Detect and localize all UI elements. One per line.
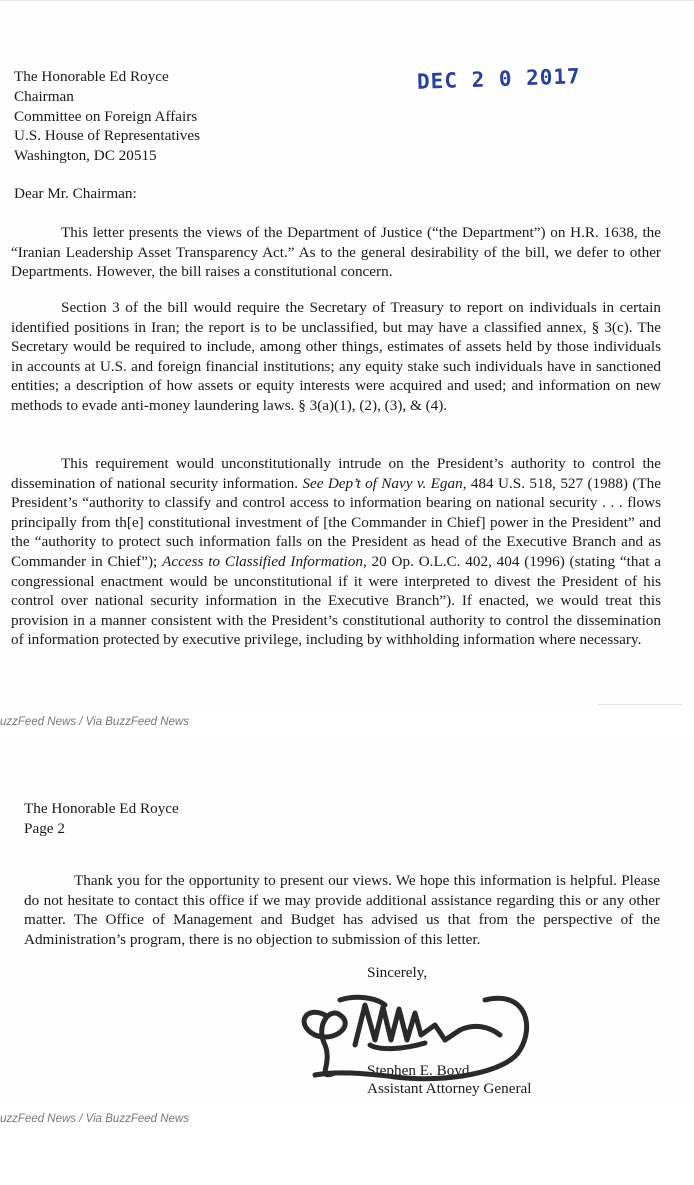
date-received-stamp: DEC 2 0 2017: [416, 64, 582, 94]
page2-header-page-number: Page 2: [24, 820, 65, 837]
case-citation-egan: See Dep’t of Navy v. Egan: [302, 474, 463, 492]
page2-header-recipient: The Honorable Ed Royce: [24, 800, 179, 817]
recipient-city: Washington, DC 20515: [14, 147, 157, 164]
paragraph-2-text: Section 3 of the bill would require the Secretary of Treasury to report on individuals in certain identified positions in Iran; the report is to be unclassified, but may have a classified annex, § 3(c). The Secretary would be required to include, among other things, estimates of assets held by those individuals in accounts at U.S. and foreign financial institutions; any equity stake such individuals have in sanctioned entities; a description of how assets or equity interests were acquired and used; and information on new methods to evade anti-money laundering laws. § 3(a)(1), (2), (3), & (4).: [11, 299, 661, 414]
signature-icon: [285, 985, 535, 1085]
page2-paragraph: [24, 871, 660, 949]
scan-divider: [598, 704, 682, 705]
recipient-committee: Committee on Foreign Affairs: [14, 108, 198, 125]
page2-paragraph-text: Thank you for the opportunity to present our views. We hope this information is helpful. Please do not hesitate to contact this office if we may provide additional assistance regarding this or any other matter. The Office of Management and Budget has advised us that from the perspective of the Administration’s program, there is no objection to submission of this letter.: [24, 872, 660, 948]
signer-name: Stephen E. Boyd: [367, 1062, 470, 1079]
paragraph-3-part-c: , 484 U.S. 518, 527 (1988) (The President’s “authority to classify and control access to information bearing on national security . . . flows principally from th[e] constitutional investment of [the Commander in Chief] power in the President” and the “authority to protect such information falls on the President as head of the Executive Branch and as Commander in Chief”);: [11, 474, 662, 570]
recipient-title: Chairman: [14, 88, 74, 105]
image-credit-2: uzzFeed News / Via BuzzFeed News: [0, 1113, 189, 1125]
recipient-organization: U.S. House of Representatives: [14, 127, 201, 144]
paragraph-3-text: [11, 454, 661, 650]
image-credit-1: uzzFeed News / Via BuzzFeed News: [0, 716, 189, 728]
paragraph-1-text: This letter presents the views of the Department of Justice (“the Department”) on H.R. 1638, the “Iranian Leadership Asset Transparency Act.” As to the general desirability of the bill, we defer to other Departments. However, the bill raises a constitutional concern.: [11, 224, 661, 281]
olc-citation-title: Access to Classified Information: [162, 552, 363, 570]
paragraph-3-part-a: This requirement would unconstitutionally intrude on the President’s authority to control the dissemination of national security information.: [11, 455, 661, 492]
signer-title: Assistant Attorney General: [367, 1080, 532, 1097]
recipient-name: The Honorable Ed Royce: [14, 68, 169, 85]
paragraph-2: [11, 298, 661, 416]
closing: Sincerely,: [367, 964, 428, 981]
salutation: Dear Mr. Chairman:: [14, 185, 137, 202]
paragraph-3: [11, 454, 661, 650]
paragraph-1: [11, 223, 661, 282]
paragraph-3-part-e: , 20 Op. O.L.C. 402, 404 (1996) (stating “that a congressional enactment would be unconstitutional if it were interpreted to divest the President of his control over national security information in the Executive Branch”). If enacted, we would treat this provision in a manner consistent with the President’s constitutional authority to control the dissemination of information protected by executive privilege, including by withholding information where necessary.: [11, 552, 661, 649]
